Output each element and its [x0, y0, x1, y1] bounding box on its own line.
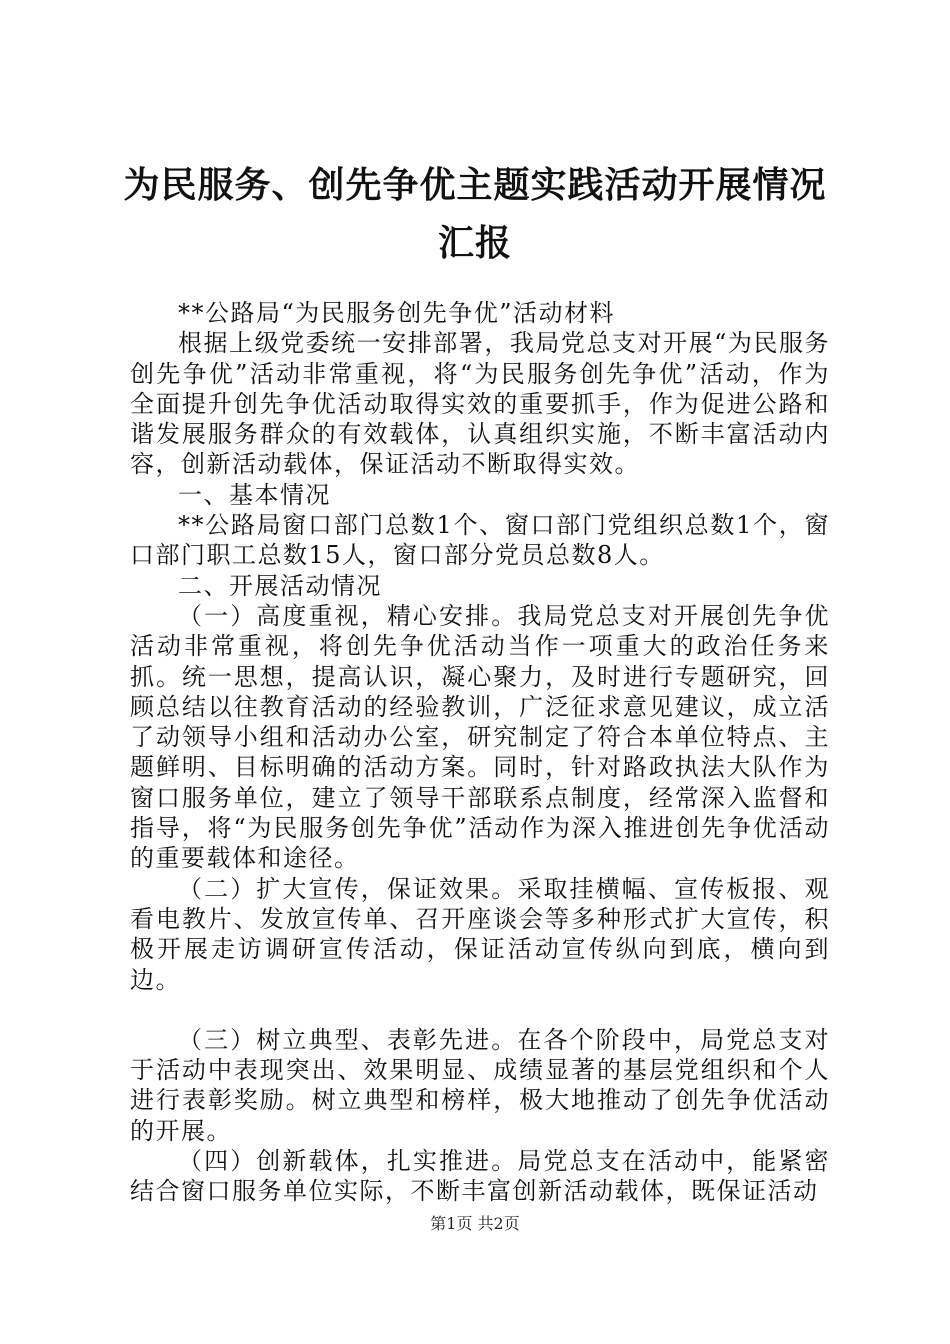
paragraph-basic-info: **公路局窗口部门总数1个、窗口部门党组织总数1个，窗口部门职工总数15人，窗口部分党员总数8人。 — [130, 511, 830, 570]
page-footer: 第1页 共2页 — [430, 1214, 520, 1233]
section-heading-basic: 一、基本情况 — [178, 480, 331, 509]
paragraph-item-4: （四）创新载体，扎实推进。局党总支在活动中，能紧密结合窗口服务单位实际，不断丰富创新活动载体，既保证活动 — [130, 1147, 830, 1206]
paragraph-subtitle: **公路局“为民服务创先争优”活动材料 — [178, 299, 616, 327]
document-title: 为民服务、创先争优主题实践活动开展情况汇报 — [123, 164, 827, 264]
paragraph-item-3: （三）树立典型、表彰先进。在各个阶段中，局党总支对于活动中表现突出、效果明显、成绩显著的基层党组织和个人进行表彰奖励。树立典型和榜样，极大地推动了创先争优活动的开展。 — [130, 1025, 830, 1145]
paragraph-item-2: （二）扩大宣传，保证效果。采取挂横幅、宣传板报、观看电教片、发放宣传单、召开座谈会等多种形式扩大宣传，积极开展走访调研宣传活动，保证活动宣传纵向到底，横向到边。 — [130, 874, 830, 994]
document-body — [130, 298, 830, 1207]
section-heading-activities: 二、开展活动情况 — [178, 571, 382, 600]
paragraph-item-1: （一）高度重视，精心安排。我局党总支对开展创先争优活动非常重视，将创先争优活动当作一项重大的政治任务来抓。统一思想，提高认识，凝心聚力，及时进行专题研究，回顾总结以往教育活动的经验教训，广泛征求意见建议，成立活了动领导小组和活动办公室，研究制定了符合本单位特点、主题鲜明、目标明确的活动方案。同时，针对路政执法大队作为窗口服务单位，建立了领导干部联系点制度，经常深入监督和指导，将“为民服务创先争优”活动作为深入推进创先争优活动的重要载体和途径。 — [130, 601, 830, 873]
paragraph-intro: 根据上级党委统一安排部署，我局党总支对开展“为民服务创先争优”活动非常重视，将“为民服务创先争优”活动，作为全面提升创先争优活动取得实效的重要抓手，作为促进公路和谐发展服务群众的有效载体，认真组织实施，不断丰富活动内容，创新活动载体，保证活动不断取得实效。 — [130, 329, 830, 479]
